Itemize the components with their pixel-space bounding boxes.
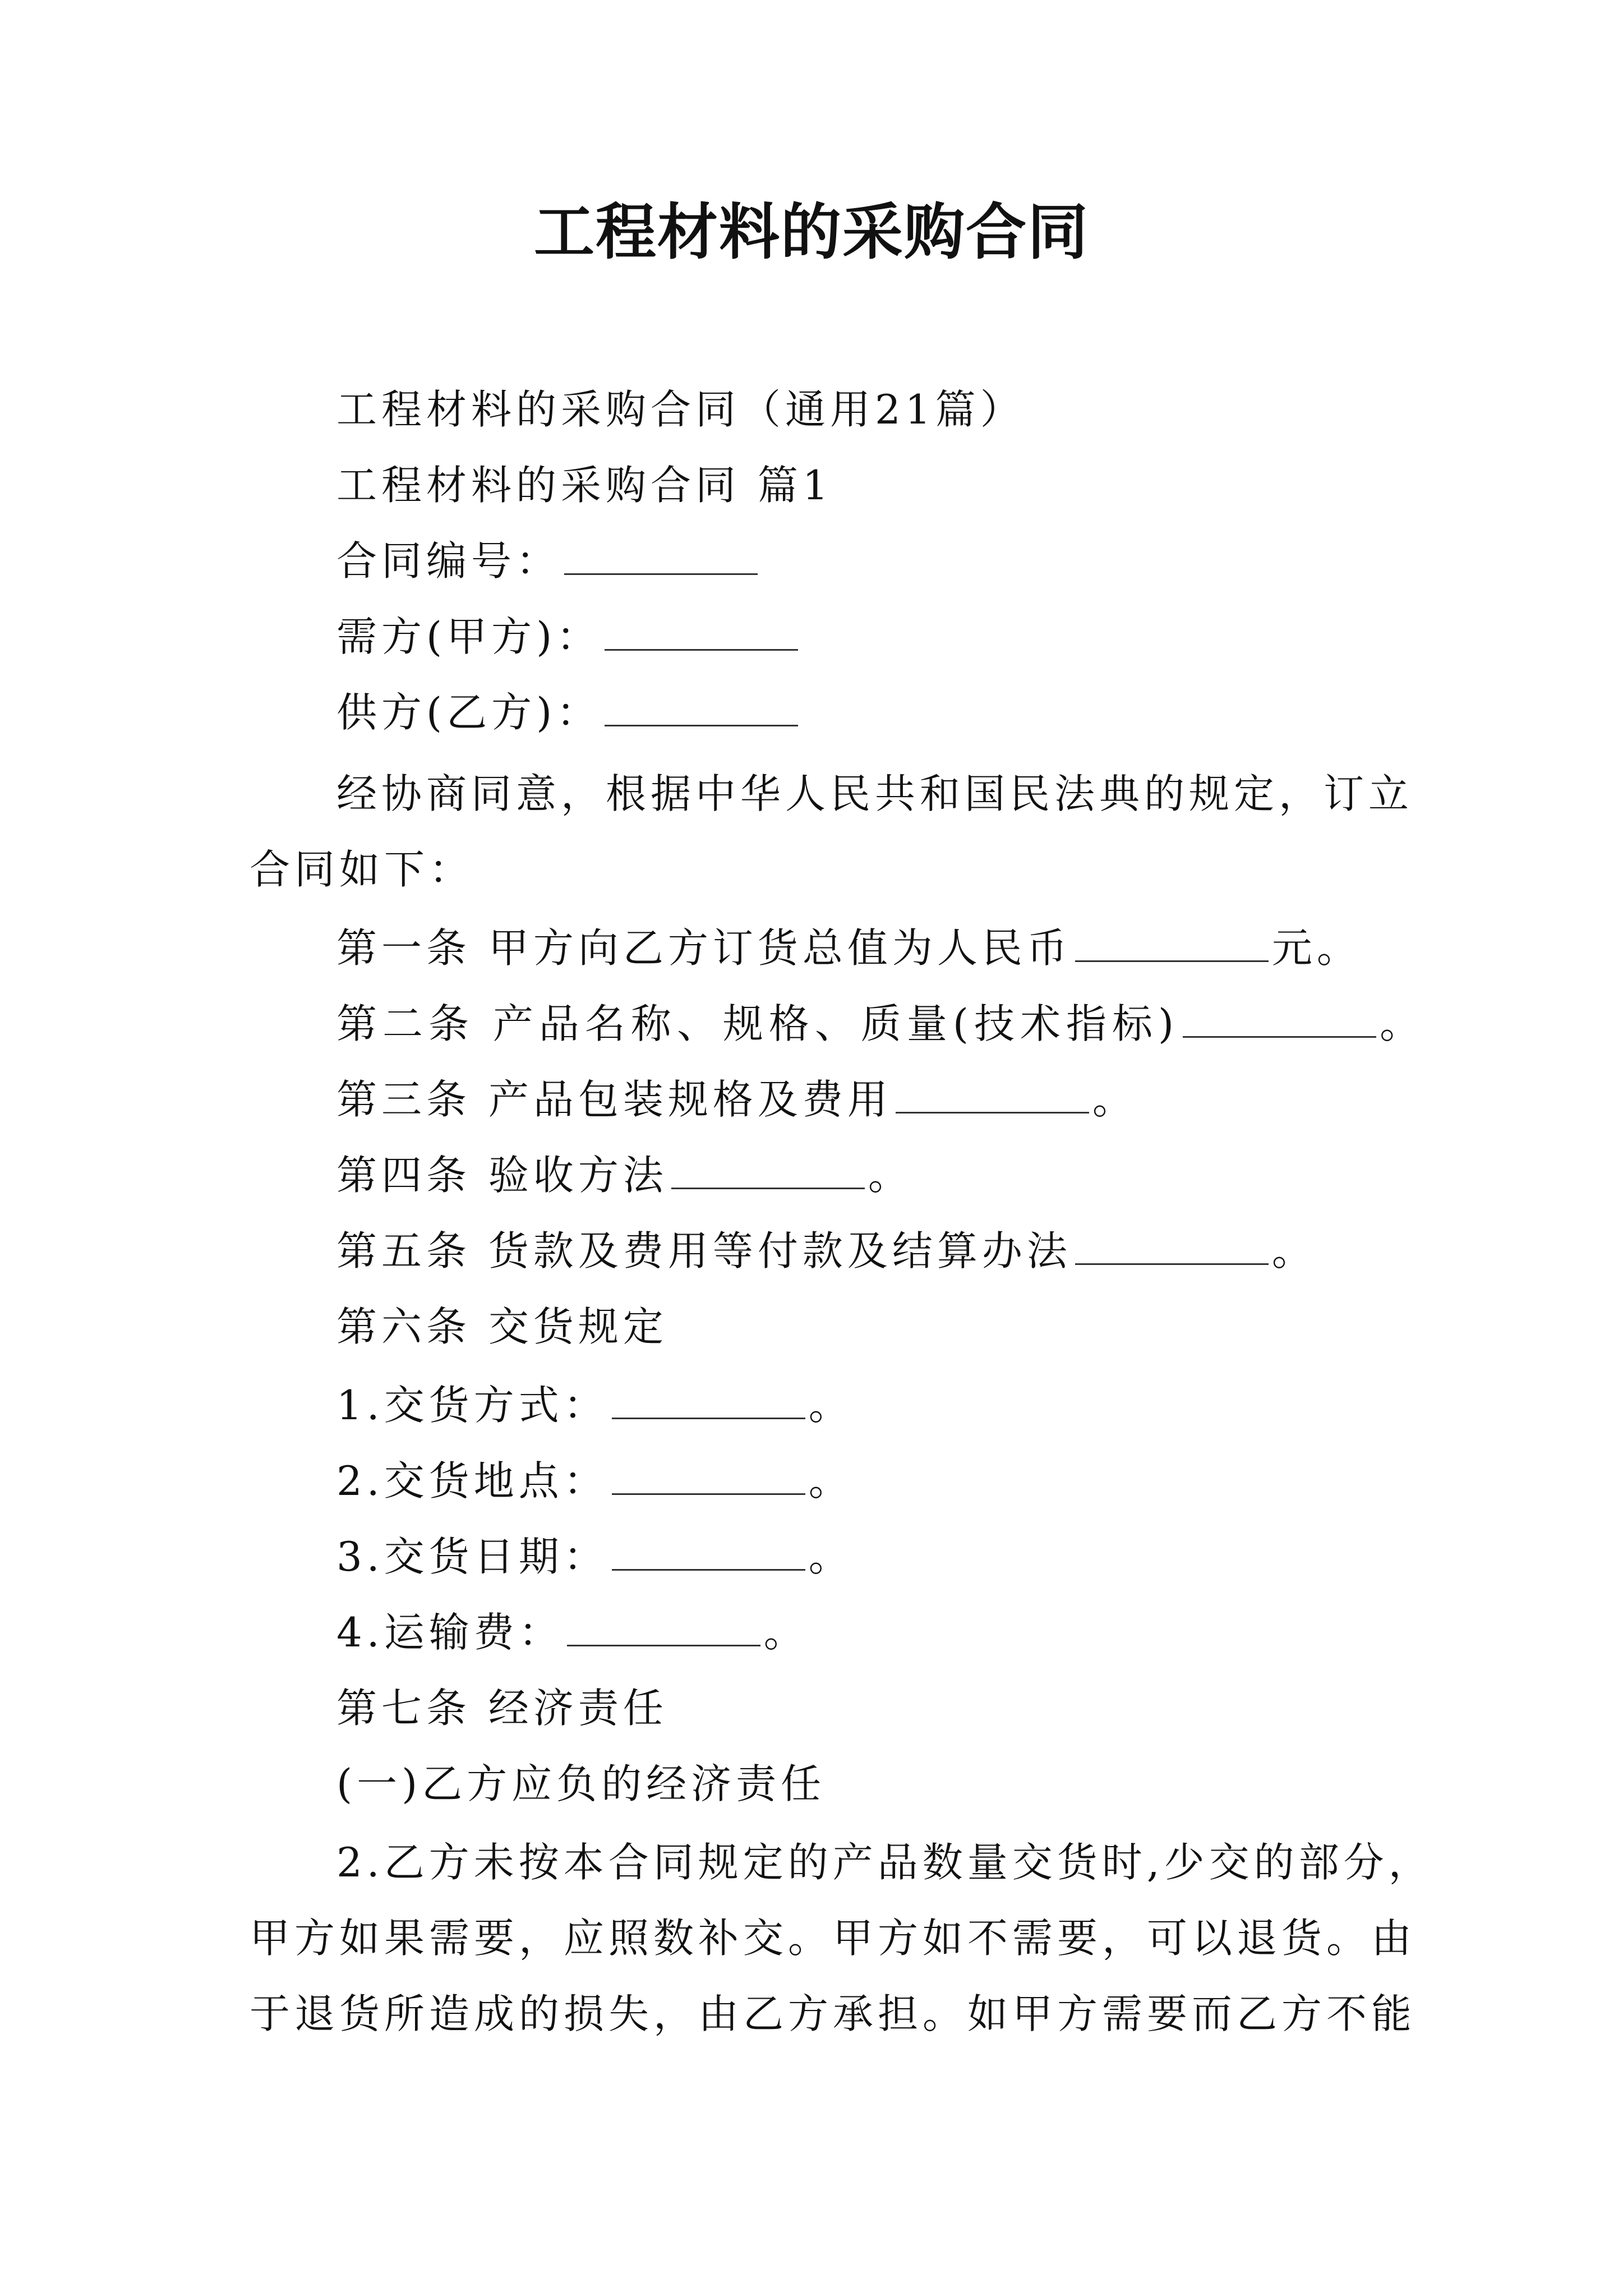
fill-in-blank (896, 1078, 1089, 1114)
delivery-location-line (336, 1453, 854, 1509)
article-1 (336, 920, 1362, 976)
paragraph-line (250, 1910, 1416, 1966)
line-text: 工程材料的采购合同 篇1 (336, 462, 833, 509)
line-text: 合同如下： (250, 846, 474, 893)
fill-in-blank (1075, 927, 1269, 962)
document-title: 工程材料的采购合同 (533, 197, 1089, 268)
line-suffix: 。 (1092, 1076, 1137, 1123)
delivery-method-line (336, 1377, 854, 1433)
line-suffix: 。 (808, 1533, 854, 1580)
fill-in-blank (564, 540, 758, 575)
line-text: 第一条 甲方向乙方订货总值为人民币 (336, 924, 1072, 972)
supplier-line (336, 684, 801, 740)
paragraph-line (336, 1834, 1433, 1890)
line-suffix: 。 (808, 1457, 854, 1504)
line-suffix: 。 (763, 1609, 809, 1656)
line-text: 供方(乙方)： (336, 689, 602, 736)
fill-in-blank (567, 1611, 760, 1646)
line-text: 第三条 产品包装规格及费用 (336, 1076, 892, 1123)
line-text: 第二条 产品名称、规格、质量(技术指标) (336, 1000, 1180, 1047)
line-suffix: 。 (1271, 1227, 1317, 1274)
line-text: 1.交货方式： (336, 1382, 608, 1429)
article-7 (336, 1680, 668, 1736)
line-text: 需方(甲方)： (336, 613, 602, 660)
fill-in-blank (671, 1154, 865, 1189)
fill-in-blank (605, 691, 798, 726)
line-text: 第六条 交货规定 (336, 1303, 668, 1350)
fill-in-blank (1075, 1230, 1269, 1265)
liability-heading (336, 1756, 826, 1812)
article-2 (336, 996, 1426, 1052)
fill-in-blank (605, 615, 798, 651)
fill-in-blank (612, 1460, 805, 1495)
line-text: 3.交货日期： (336, 1533, 608, 1580)
line-text: 第五条 货款及费用等付款及结算办法 (336, 1227, 1072, 1274)
contract-number-line (336, 533, 761, 589)
fill-in-blank (612, 1384, 805, 1419)
line-suffix: 。 (868, 1152, 913, 1199)
line-suffix: 。 (1380, 1000, 1426, 1047)
line-text: 第七条 经济责任 (336, 1685, 668, 1732)
line-text: (一)乙方应负的经济责任 (336, 1760, 826, 1807)
line-suffix: 元。 (1271, 924, 1362, 972)
subtitle-line (336, 381, 1025, 438)
paragraph-line (336, 766, 1413, 822)
fill-in-blank (612, 1535, 805, 1571)
line-text: 第四条 验收方法 (336, 1152, 668, 1199)
article-5 (336, 1223, 1317, 1279)
line-text: 甲方如果需要，应照数补交。甲方如不需要，可以退货。由 (250, 1915, 1417, 1962)
delivery-date-line (336, 1529, 854, 1585)
fill-in-blank (1183, 1002, 1376, 1038)
line-text: 合同编号： (336, 537, 561, 585)
line-text: 2.交货地点： (336, 1457, 608, 1504)
article-6 (336, 1299, 668, 1355)
line-text: 4.运输费： (336, 1609, 564, 1656)
freight-line (336, 1604, 809, 1660)
line-text: 2.乙方未按本合同规定的产品数量交货时,少交的部分， (336, 1839, 1433, 1886)
section-heading (336, 457, 833, 513)
line-suffix: 。 (808, 1382, 854, 1429)
paragraph-line (250, 1986, 1416, 2042)
paragraph-line (250, 841, 474, 898)
article-3 (336, 1071, 1137, 1128)
line-text: 于退货所造成的损失，由乙方承担。如甲方需要而乙方不能 (250, 1990, 1417, 2037)
line-text: 工程材料的采购合同（通用21篇） (336, 386, 1025, 433)
line-text: 经协商同意，根据中华人民共和国民法典的规定，订立 (336, 770, 1414, 817)
article-4 (336, 1147, 913, 1203)
buyer-line (336, 609, 801, 665)
